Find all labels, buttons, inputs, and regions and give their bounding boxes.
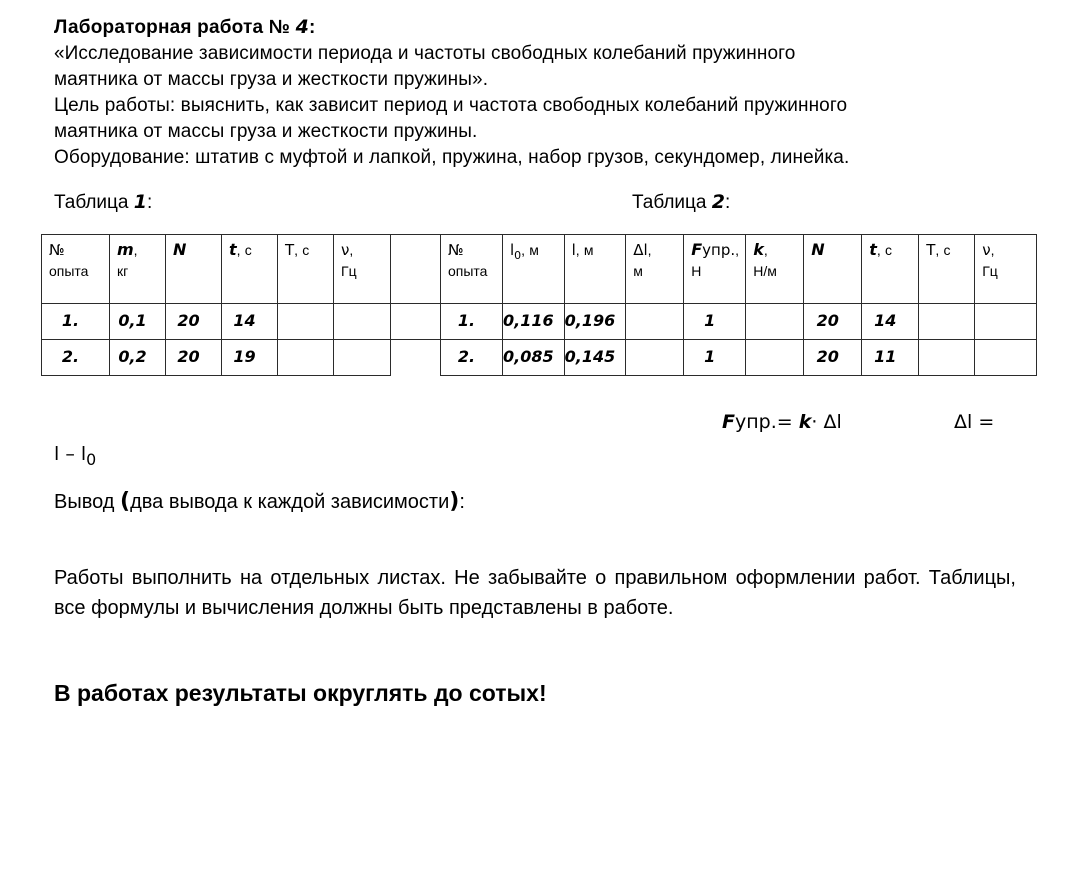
intro-line-1: «Исследование зависимости периода и частоты свободных колебаний пружинного [54,43,796,64]
delta-l-expr-text: l – l [54,443,87,465]
table-2-header-cell [441,235,503,304]
table-1-header-cell [166,235,222,304]
table-2-header-cell [919,235,975,304]
table-2-header-cell [564,235,626,304]
t2-r0-c0: 1. [457,311,476,330]
t1-r0-c1: 0,1 [118,311,147,330]
table-row [42,304,442,340]
t2-r1-c2: 0,145 [564,347,616,366]
t1-r1-c1: 0,2 [118,347,147,366]
hooke-law-formula [722,409,842,435]
t2-r0-c5 [746,304,803,316]
data-table-1 [41,234,442,376]
t2-r1-c8 [919,340,974,352]
data-table-2 [440,234,1037,376]
t2-r1-c9 [975,340,1036,352]
table-1-spacer-cell [391,304,442,340]
t2-r0-c7: 14 [874,311,897,330]
t1-h0: № опыта [49,241,89,279]
t1-h2: N [173,240,187,259]
t1-r1-c3: 19 [233,347,256,366]
table-2-header-cell [975,235,1037,304]
table-1-header-row [42,235,442,304]
title-suffix: : [309,17,316,38]
t2-h9: ν, Гц [982,241,998,279]
t1-h5: ν, Гц [341,241,357,279]
table-2-caption [632,189,730,216]
table-1-header-cell [222,235,278,304]
t2-h4: Fупр., Н [691,240,740,279]
intro-line-2: маятника от массы груза и жесткости пружины». [54,69,489,90]
caption-1-suffix: : [147,192,153,213]
conclusion-heading [54,488,465,516]
table-1-header-cell [42,235,110,304]
table-1-header-cell [334,235,391,304]
t2-h7: t, с [869,240,892,259]
t1-h3: t, с [229,240,252,259]
table-1-caption [54,189,152,216]
t2-r1-c4: 1 [704,347,716,366]
table-2-header-cell [746,235,804,304]
intro-line-3: Цель работы: выяснить, как зависит период и частота свободных колебаний пружинного [54,95,848,116]
t2-r1-c6: 20 [816,347,839,366]
t1-r0-c4 [278,304,333,316]
table-1-spacer-cell [391,340,442,376]
page-title [54,14,1044,41]
table-1-header-cell [110,235,166,304]
t1-r0-c2: 20 [177,311,200,330]
t1-r0-c0: 1. [61,311,80,330]
t1-r1-c5 [334,340,390,352]
delta-l-definition: Δl = [954,411,995,433]
caption-2-prefix: Таблица [632,192,712,213]
table-captions [54,189,1044,215]
t2-r0-c3 [626,304,683,316]
t1-h4: T, с [285,241,310,259]
table-2-header-cell [862,235,919,304]
t2-r0-c4: 1 [704,311,716,330]
table-1-spacer-cell [391,235,442,304]
t1-r0-c5 [334,304,390,316]
title-prefix: Лабораторная работа № [54,17,296,38]
t2-h0: № опыта [448,241,488,279]
formula-delta-l: Δl [823,411,842,433]
instructions-paragraph: Работы выполнить на отдельных листах. Не забывайте о правильном оформлении работ. Таблицы, все формулы и вычисления должны быть представлены в работе. [54,567,1016,619]
formula-stiffness-symbol: k [798,411,812,433]
table-2-header-cell [684,235,746,304]
conclusion-close-paren: ) [449,489,460,514]
conclusion-colon: : [459,491,465,513]
t1-r1-c0: 2. [61,347,80,366]
delta-l-expr-sub: 0 [86,449,97,469]
conclusion-prefix: Вывод [54,491,121,513]
t2-h2: l, м [571,241,594,259]
table-2-header-row [441,235,1037,304]
formula-dot: · [811,411,824,433]
t2-h5: k, Н/м [753,240,777,279]
t2-h8: T, с [926,241,951,259]
table-row [441,340,1037,376]
caption-1-prefix: Таблица [54,192,134,213]
conclusion-open-paren: ( [120,489,131,514]
header-block [54,14,1044,171]
intro-line-5: Оборудование: штатив с муфтой и лапкой, пружина, набор грузов, секундомер, линейка. [54,147,850,168]
t2-r1-c5 [746,340,803,352]
t2-r0-c2: 0,196 [564,311,616,330]
formula-force-subscript: упр. [734,411,777,433]
intro-line-4: маятника от массы груза и жесткости пружины. [54,121,478,142]
t2-r0-c1: 0,116 [503,311,554,330]
t2-r0-c9 [975,304,1036,316]
table-1-header-cell [278,235,334,304]
t1-r0-c3: 14 [233,311,256,330]
t2-r1-c1: 0,085 [503,347,554,366]
table-2-header-cell [503,235,565,304]
conclusion-inner: два вывода к каждой зависимости [130,491,450,513]
rounding-notice: В работах результаты округлять до сотых! [54,680,547,706]
t1-r1-c2: 20 [177,347,200,366]
caption-1-number: 1 [133,191,148,213]
t2-r0-c8 [919,304,974,316]
table-row [441,304,1037,340]
t2-r1-c0: 2. [457,347,476,366]
t2-r1-c7: 11 [874,347,897,366]
caption-2-suffix: : [725,192,731,213]
table-row [42,340,442,376]
t1-r1-c4 [278,340,333,352]
t2-h1: $l_0$, м [510,241,539,262]
t2-r0-c6: 20 [816,311,839,330]
caption-2-number: 2 [711,191,726,213]
title-number: 4 [295,16,310,38]
t2-r1-c3 [626,340,683,352]
table-2-header-cell [804,235,862,304]
t1-h1: m, кг [117,240,138,279]
formula-force-symbol: F [722,411,735,433]
t2-h6: N [811,240,825,259]
delta-l-expression [54,441,96,473]
t2-h3: Δl, м [633,241,652,279]
table-2-header-cell [626,235,684,304]
formula-equals: = [776,411,799,433]
